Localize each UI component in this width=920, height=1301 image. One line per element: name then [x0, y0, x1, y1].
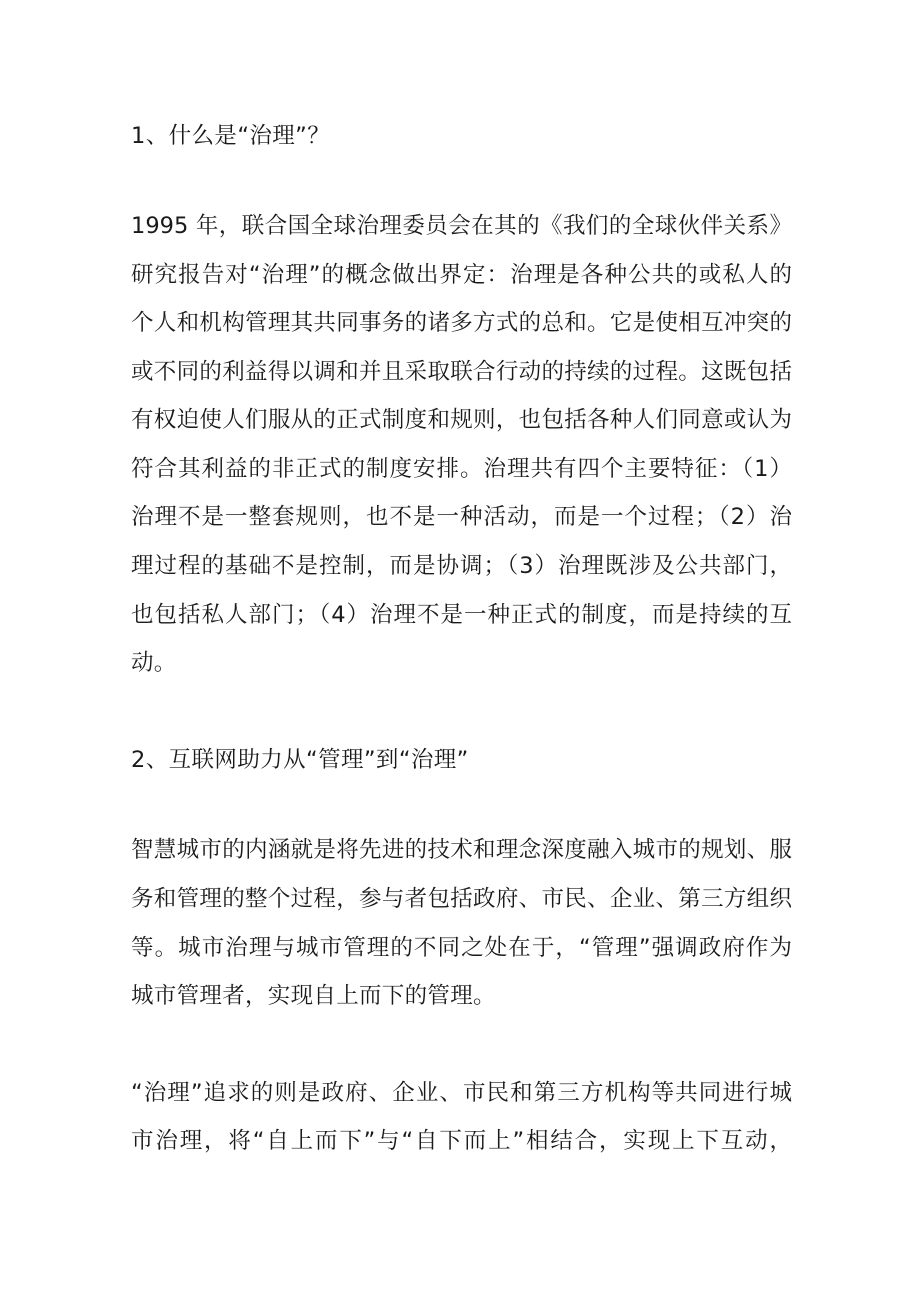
paragraph-line: 等。城市治理与城市管理的不同之处在于，“管理”强调政府作为 [131, 935, 792, 961]
paragraph-line: 理过程的基础不是控制，而是协调；（3）治理既涉及公共部门， [131, 553, 792, 579]
paragraph-line: 动。 [131, 650, 177, 676]
paragraph-line: 符合其利益的非正式的制度安排。治理共有四个主要特征：（1） [131, 456, 792, 482]
paragraph-line: 城市管理者，实现自上而下的管理。 [131, 983, 496, 1009]
paragraph-line: 研究报告对“治理”的概念做出界定：治理是各种公共的或私人的 [131, 262, 792, 288]
paragraph-line: 也包括私人部门；（4）治理不是一种正式的制度，而是持续的互 [131, 602, 792, 628]
paragraph-line: 治理不是一整套规则，也不是一种活动，而是一个过程；（2）治 [131, 504, 792, 530]
paragraph-line: 有权迫使人们服从的正式制度和规则，也包括各种人们同意或认为 [131, 407, 792, 433]
paragraph-line: 或不同的利益得以调和并且采取联合行动的持续的过程。这既包括 [131, 359, 792, 385]
paragraph-line: 个人和机构管理其共同事务的诸多方式的总和。它是使相互冲突的 [131, 310, 792, 336]
paragraph-line: “治理”追求的则是政府、企业、市民和第三方机构等共同进行城 [131, 1080, 792, 1106]
paragraph-line: 智慧城市的内涵就是将先进的技术和理念深度融入城市的规划、服 [131, 837, 792, 863]
paragraph-line: 务和管理的整个过程，参与者包括政府、市民、企业、第三方组织 [131, 886, 792, 912]
section-2-heading: 2、互联网助力从“管理”到“治理” [131, 747, 469, 773]
paragraph-line: 市治理，将“自上而下”与“自下而上”相结合，实现上下互动， [131, 1128, 792, 1154]
paragraph-line: 1995 年，联合国全球治理委员会在其的《我们的全球伙伴关系》 [131, 213, 792, 239]
section-1-heading: 1、什么是“治理”？ [131, 123, 331, 149]
